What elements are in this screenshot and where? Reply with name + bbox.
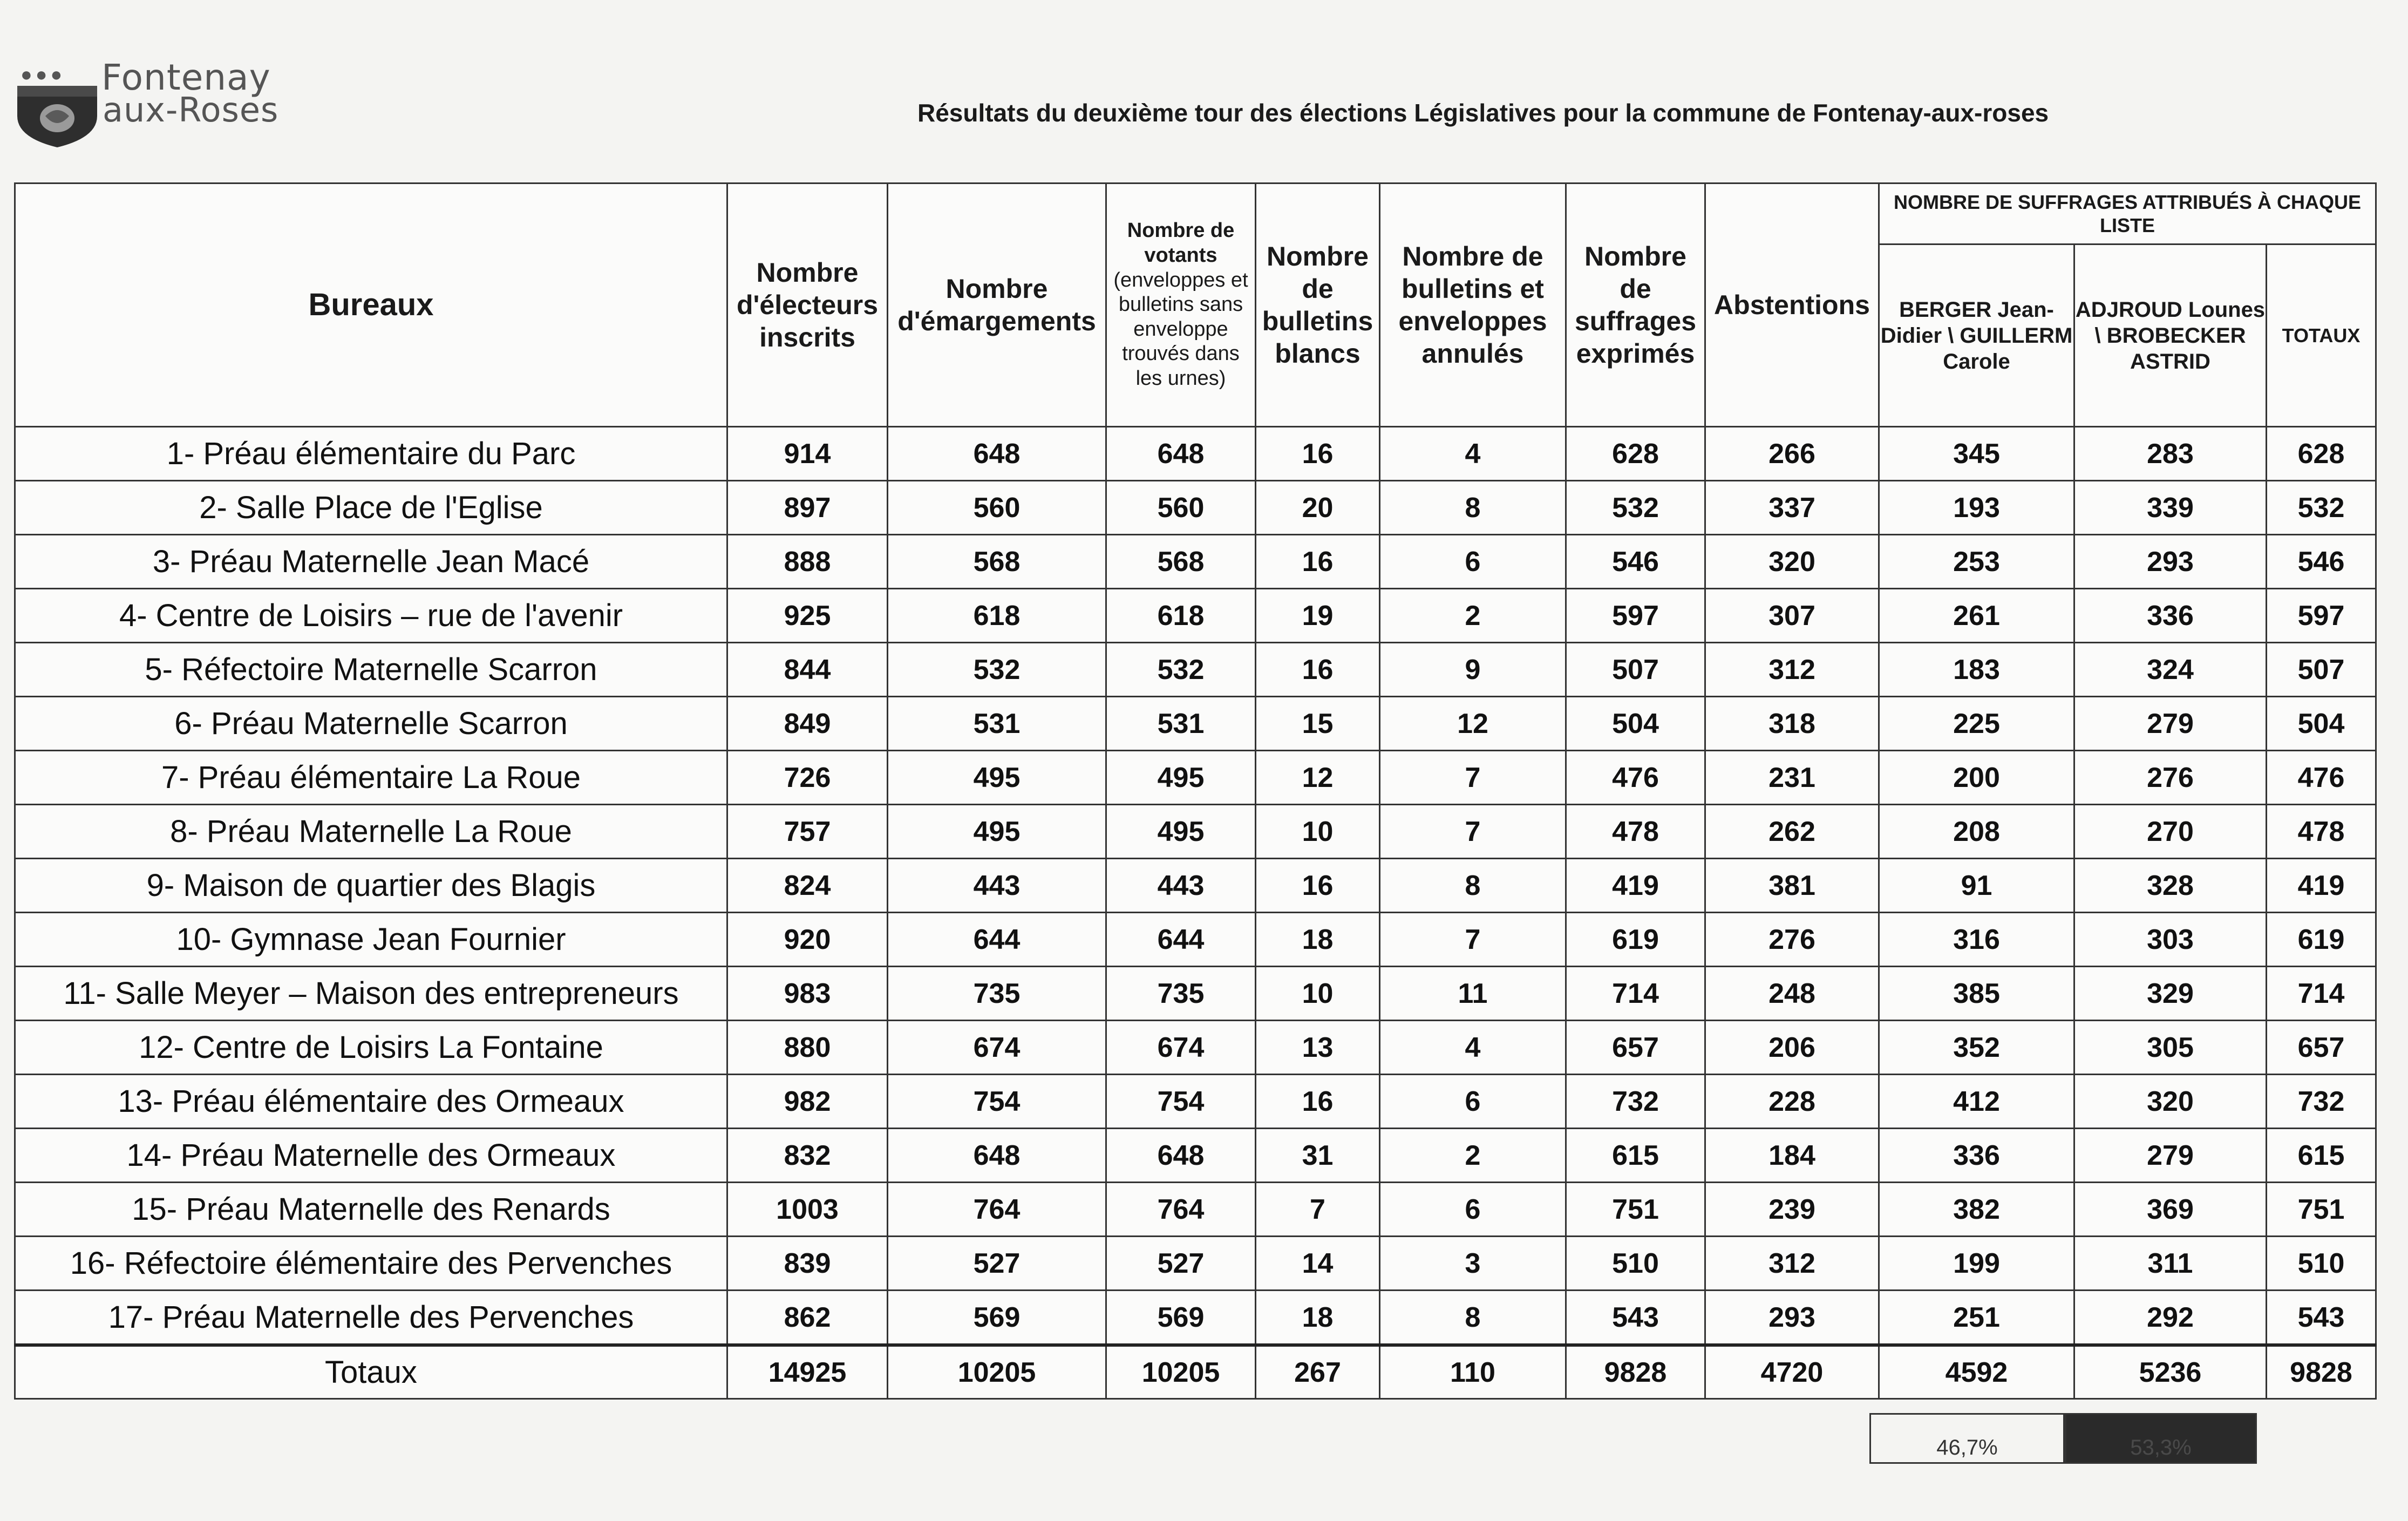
- cell-total: 504: [2267, 697, 2376, 751]
- cell-annules: 9: [1380, 643, 1566, 697]
- cell-votants: 560: [1106, 481, 1256, 535]
- table-row: [15, 1183, 2376, 1237]
- total-emargements: 10205: [888, 1345, 1106, 1399]
- header-suffrages-group: NOMBRE DE SUFFRAGES ATTRIBUÉS À CHAQUE LISTE: [1879, 184, 2376, 245]
- cell-inscrits: 897: [727, 481, 888, 535]
- cell-candidate-1: 345: [1879, 427, 2074, 481]
- table-row: [15, 589, 2376, 643]
- cell-blancs: 18: [1256, 1291, 1380, 1346]
- cell-candidate-2: 305: [2074, 1021, 2267, 1075]
- cell-blancs: 7: [1256, 1183, 1380, 1237]
- cell-inscrits: 880: [727, 1021, 888, 1075]
- cell-emargements: 735: [888, 967, 1106, 1021]
- cell-candidate-2: 276: [2074, 751, 2267, 805]
- cell-votants: 644: [1106, 913, 1256, 967]
- cell-votants: 735: [1106, 967, 1256, 1021]
- table-row: [15, 859, 2376, 913]
- bureau-name: 1- Préau élémentaire du Parc: [15, 427, 727, 481]
- table-row: [15, 1129, 2376, 1183]
- bureau-name: 5- Réfectoire Maternelle Scarron: [15, 643, 727, 697]
- bureau-name: 8- Préau Maternelle La Roue: [15, 805, 727, 859]
- cell-candidate-2: 311: [2074, 1237, 2267, 1291]
- cell-votants: 531: [1106, 697, 1256, 751]
- cell-candidate-2: 324: [2074, 643, 2267, 697]
- bureau-name: 10- Gymnase Jean Fournier: [15, 913, 727, 967]
- cell-candidate-1: 208: [1879, 805, 2074, 859]
- total-annules: 110: [1380, 1345, 1566, 1399]
- cell-total: 532: [2267, 481, 2376, 535]
- cell-total: 628: [2267, 427, 2376, 481]
- cell-total: 619: [2267, 913, 2376, 967]
- cell-candidate-2: 369: [2074, 1183, 2267, 1237]
- cell-blancs: 19: [1256, 589, 1380, 643]
- cell-blancs: 14: [1256, 1237, 1380, 1291]
- table-row: [15, 751, 2376, 805]
- cell-inscrits: 726: [727, 751, 888, 805]
- cell-annules: 12: [1380, 697, 1566, 751]
- cell-annules: 6: [1380, 1075, 1566, 1129]
- bureau-name: 12- Centre de Loisirs La Fontaine: [15, 1021, 727, 1075]
- cell-exprimes: 543: [1566, 1291, 1705, 1346]
- cell-total: 543: [2267, 1291, 2376, 1346]
- cell-candidate-1: 251: [1879, 1291, 2074, 1346]
- cell-votants: 569: [1106, 1291, 1256, 1346]
- bureau-name: 15- Préau Maternelle des Renards: [15, 1183, 727, 1237]
- cell-abstentions: 184: [1705, 1129, 1879, 1183]
- cell-total: 714: [2267, 967, 2376, 1021]
- cell-candidate-2: 339: [2074, 481, 2267, 535]
- cell-candidate-2: 283: [2074, 427, 2267, 481]
- cell-candidate-1: 91: [1879, 859, 2074, 913]
- cell-emargements: 644: [888, 913, 1106, 967]
- cell-candidate-2: 328: [2074, 859, 2267, 913]
- cell-exprimes: 546: [1566, 535, 1705, 589]
- cell-annules: 7: [1380, 805, 1566, 859]
- cell-annules: 4: [1380, 427, 1566, 481]
- cell-emargements: 569: [888, 1291, 1106, 1346]
- total-candidate-2: 5236: [2074, 1345, 2267, 1399]
- total-inscrits: 14925: [727, 1345, 888, 1399]
- cell-candidate-1: 200: [1879, 751, 2074, 805]
- cell-exprimes: 732: [1566, 1075, 1705, 1129]
- header-votants-note: (enveloppes et bulletins sans enveloppe trouvés dans les urnes): [1113, 268, 1248, 390]
- cell-total: 478: [2267, 805, 2376, 859]
- cell-exprimes: 657: [1566, 1021, 1705, 1075]
- cell-exprimes: 628: [1566, 427, 1705, 481]
- cell-annules: 6: [1380, 1183, 1566, 1237]
- total-votants: 10205: [1106, 1345, 1256, 1399]
- header-candidate-1: BERGER Jean-Didier \ GUILLERM Carole: [1879, 245, 2074, 427]
- cell-annules: 2: [1380, 1129, 1566, 1183]
- cell-annules: 8: [1380, 859, 1566, 913]
- bureau-name: 14- Préau Maternelle des Ormeaux: [15, 1129, 727, 1183]
- bureau-name: 6- Préau Maternelle Scarron: [15, 697, 727, 751]
- cell-inscrits: 888: [727, 535, 888, 589]
- total-abstentions: 4720: [1705, 1345, 1879, 1399]
- cell-candidate-1: 225: [1879, 697, 2074, 751]
- cell-votants: 648: [1106, 427, 1256, 481]
- cell-exprimes: 619: [1566, 913, 1705, 967]
- cell-emargements: 618: [888, 589, 1106, 643]
- header-exprimes: Nombre de suffrages exprimés: [1566, 184, 1705, 427]
- cell-emargements: 527: [888, 1237, 1106, 1291]
- cell-candidate-1: 385: [1879, 967, 2074, 1021]
- cell-annules: 8: [1380, 481, 1566, 535]
- bureau-name: 16- Réfectoire élémentaire des Pervenches: [15, 1237, 727, 1291]
- cell-inscrits: 824: [727, 859, 888, 913]
- cell-votants: 495: [1106, 805, 1256, 859]
- header-inscrits: Nombre d'électeurs inscrits: [727, 184, 888, 427]
- cell-total: 597: [2267, 589, 2376, 643]
- cell-blancs: 16: [1256, 859, 1380, 913]
- cell-exprimes: 510: [1566, 1237, 1705, 1291]
- cell-inscrits: 1003: [727, 1183, 888, 1237]
- cell-annules: 11: [1380, 967, 1566, 1021]
- cell-inscrits: 925: [727, 589, 888, 643]
- cell-blancs: 12: [1256, 751, 1380, 805]
- cell-total: 507: [2267, 643, 2376, 697]
- table-row: [15, 535, 2376, 589]
- cell-votants: 495: [1106, 751, 1256, 805]
- cell-abstentions: 293: [1705, 1291, 1879, 1346]
- cell-votants: 764: [1106, 1183, 1256, 1237]
- bureau-name: 11- Salle Meyer – Maison des entrepreneurs: [15, 967, 727, 1021]
- cell-blancs: 13: [1256, 1021, 1380, 1075]
- cell-abstentions: 266: [1705, 427, 1879, 481]
- cell-votants: 648: [1106, 1129, 1256, 1183]
- cell-abstentions: 312: [1705, 643, 1879, 697]
- cell-inscrits: 983: [727, 967, 888, 1021]
- cell-candidate-1: 183: [1879, 643, 2074, 697]
- header-candidate-2: ADJROUD Lounes \ BROBECKER ASTRID: [2074, 245, 2267, 427]
- cell-exprimes: 751: [1566, 1183, 1705, 1237]
- cell-annules: 3: [1380, 1237, 1566, 1291]
- cell-blancs: 15: [1256, 697, 1380, 751]
- totals-row: [15, 1345, 2376, 1399]
- cell-abstentions: 307: [1705, 589, 1879, 643]
- cell-exprimes: 478: [1566, 805, 1705, 859]
- cell-exprimes: 532: [1566, 481, 1705, 535]
- bureau-name: 9- Maison de quartier des Blagis: [15, 859, 727, 913]
- cell-exprimes: 476: [1566, 751, 1705, 805]
- cell-exprimes: 615: [1566, 1129, 1705, 1183]
- cell-candidate-2: 293: [2074, 535, 2267, 589]
- header-blancs: Nombre de bulletins blancs: [1256, 184, 1380, 427]
- total-total: 9828: [2267, 1345, 2376, 1399]
- cell-annules: 7: [1380, 913, 1566, 967]
- cell-emargements: 560: [888, 481, 1106, 535]
- cell-blancs: 10: [1256, 805, 1380, 859]
- cell-emargements: 754: [888, 1075, 1106, 1129]
- cell-candidate-2: 320: [2074, 1075, 2267, 1129]
- header-annules: Nombre de bulletins et enveloppes annulés: [1380, 184, 1566, 427]
- cell-total: 615: [2267, 1129, 2376, 1183]
- cell-candidate-2: 336: [2074, 589, 2267, 643]
- cell-candidate-1: 261: [1879, 589, 2074, 643]
- cell-abstentions: 337: [1705, 481, 1879, 535]
- cell-votants: 618: [1106, 589, 1256, 643]
- cell-emargements: 674: [888, 1021, 1106, 1075]
- cell-inscrits: 982: [727, 1075, 888, 1129]
- cell-inscrits: 757: [727, 805, 888, 859]
- cell-emargements: 568: [888, 535, 1106, 589]
- cell-annules: 4: [1380, 1021, 1566, 1075]
- cell-total: 657: [2267, 1021, 2376, 1075]
- cell-inscrits: 832: [727, 1129, 888, 1183]
- cell-candidate-2: 303: [2074, 913, 2267, 967]
- cell-annules: 8: [1380, 1291, 1566, 1346]
- total-exprimes: 9828: [1566, 1345, 1705, 1399]
- cell-abstentions: 381: [1705, 859, 1879, 913]
- cell-total: 546: [2267, 535, 2376, 589]
- cell-total: 751: [2267, 1183, 2376, 1237]
- cell-votants: 532: [1106, 643, 1256, 697]
- cell-candidate-1: 193: [1879, 481, 2074, 535]
- cell-votants: 527: [1106, 1237, 1256, 1291]
- cell-emargements: 443: [888, 859, 1106, 913]
- cell-blancs: 16: [1256, 427, 1380, 481]
- logo-dots-icon: ●●●: [21, 63, 66, 85]
- cell-emargements: 495: [888, 805, 1106, 859]
- page-title: Résultats du deuxième tour des élections Législatives pour la commune de Fontenay-aux-roses: [917, 99, 2049, 127]
- cell-inscrits: 862: [727, 1291, 888, 1346]
- header-emargements: Nombre d'émargements: [888, 184, 1106, 427]
- logo-text-line1: Fontenay: [101, 57, 271, 98]
- cell-candidate-1: 253: [1879, 535, 2074, 589]
- cell-candidate-1: 352: [1879, 1021, 2074, 1075]
- cell-candidate-1: 199: [1879, 1237, 2074, 1291]
- cell-abstentions: 262: [1705, 805, 1879, 859]
- cell-blancs: 20: [1256, 481, 1380, 535]
- bureau-name: 3- Préau Maternelle Jean Macé: [15, 535, 727, 589]
- fontenay-logo: [15, 57, 285, 154]
- header-totaux: TOTAUX: [2267, 245, 2376, 427]
- cell-exprimes: 419: [1566, 859, 1705, 913]
- cell-votants: 568: [1106, 535, 1256, 589]
- cell-exprimes: 714: [1566, 967, 1705, 1021]
- cell-annules: 7: [1380, 751, 1566, 805]
- cell-total: 510: [2267, 1237, 2376, 1291]
- cell-exprimes: 507: [1566, 643, 1705, 697]
- cell-blancs: 16: [1256, 1075, 1380, 1129]
- results-table: [14, 182, 2377, 1400]
- cell-abstentions: 312: [1705, 1237, 1879, 1291]
- header-abstentions: Abstentions: [1705, 184, 1879, 427]
- cell-candidate-2: 279: [2074, 697, 2267, 751]
- cell-candidate-2: 279: [2074, 1129, 2267, 1183]
- cell-blancs: 10: [1256, 967, 1380, 1021]
- totals-label: Totaux: [15, 1345, 727, 1399]
- table-row: [15, 913, 2376, 967]
- cell-blancs: 16: [1256, 535, 1380, 589]
- cell-candidate-2: 292: [2074, 1291, 2267, 1346]
- header-votants-title: Nombre de votants: [1127, 219, 1235, 267]
- header-votants: [1106, 184, 1256, 427]
- total-candidate-1: 4592: [1879, 1345, 2074, 1399]
- shield-icon: [15, 78, 99, 148]
- cell-exprimes: 597: [1566, 589, 1705, 643]
- table-row: [15, 643, 2376, 697]
- cell-candidate-1: 382: [1879, 1183, 2074, 1237]
- cell-abstentions: 320: [1705, 535, 1879, 589]
- cell-blancs: 31: [1256, 1129, 1380, 1183]
- cell-abstentions: 206: [1705, 1021, 1879, 1075]
- cell-total: 732: [2267, 1075, 2376, 1129]
- cell-exprimes: 504: [1566, 697, 1705, 751]
- logo-text-line2: aux-Roses: [103, 90, 279, 130]
- cell-abstentions: 276: [1705, 913, 1879, 967]
- cell-blancs: 18: [1256, 913, 1380, 967]
- cell-blancs: 16: [1256, 643, 1380, 697]
- cell-abstentions: 228: [1705, 1075, 1879, 1129]
- table-row: [15, 481, 2376, 535]
- bureau-name: 17- Préau Maternelle des Pervenches: [15, 1291, 727, 1346]
- cell-inscrits: 920: [727, 913, 888, 967]
- cell-emargements: 764: [888, 1183, 1106, 1237]
- table-row: [15, 967, 2376, 1021]
- cell-abstentions: 239: [1705, 1183, 1879, 1237]
- percentage-candidate-1: 46,7%: [1869, 1413, 2065, 1464]
- cell-candidate-1: 412: [1879, 1075, 2074, 1129]
- table-row: [15, 1075, 2376, 1129]
- cell-candidate-1: 316: [1879, 913, 2074, 967]
- cell-abstentions: 318: [1705, 697, 1879, 751]
- cell-inscrits: 839: [727, 1237, 888, 1291]
- cell-annules: 6: [1380, 535, 1566, 589]
- cell-abstentions: 248: [1705, 967, 1879, 1021]
- cell-emargements: 495: [888, 751, 1106, 805]
- cell-candidate-1: 336: [1879, 1129, 2074, 1183]
- cell-votants: 443: [1106, 859, 1256, 913]
- cell-inscrits: 914: [727, 427, 888, 481]
- total-blancs: 267: [1256, 1345, 1380, 1399]
- table-row: [15, 697, 2376, 751]
- cell-emargements: 648: [888, 1129, 1106, 1183]
- header-row-top: [15, 184, 2376, 245]
- cell-candidate-2: 270: [2074, 805, 2267, 859]
- bureau-name: 4- Centre de Loisirs – rue de l'avenir: [15, 589, 727, 643]
- cell-total: 476: [2267, 751, 2376, 805]
- cell-inscrits: 849: [727, 697, 888, 751]
- bureau-name: 13- Préau élémentaire des Ormeaux: [15, 1075, 727, 1129]
- percentage-candidate-2: 53,3%: [2065, 1413, 2257, 1464]
- cell-annules: 2: [1380, 589, 1566, 643]
- cell-emargements: 531: [888, 697, 1106, 751]
- table-row: [15, 427, 2376, 481]
- table-row: [15, 805, 2376, 859]
- bureau-name: 7- Préau élémentaire La Roue: [15, 751, 727, 805]
- cell-emargements: 532: [888, 643, 1106, 697]
- results-body: [15, 427, 2376, 1399]
- table-row: [15, 1021, 2376, 1075]
- cell-votants: 674: [1106, 1021, 1256, 1075]
- cell-abstentions: 231: [1705, 751, 1879, 805]
- table-row: [15, 1291, 2376, 1346]
- cell-candidate-2: 329: [2074, 967, 2267, 1021]
- cell-total: 419: [2267, 859, 2376, 913]
- header-bureaux: Bureaux: [15, 184, 727, 427]
- cell-inscrits: 844: [727, 643, 888, 697]
- cell-votants: 754: [1106, 1075, 1256, 1129]
- bureau-name: 2- Salle Place de l'Eglise: [15, 481, 727, 535]
- table-row: [15, 1237, 2376, 1291]
- cell-emargements: 648: [888, 427, 1106, 481]
